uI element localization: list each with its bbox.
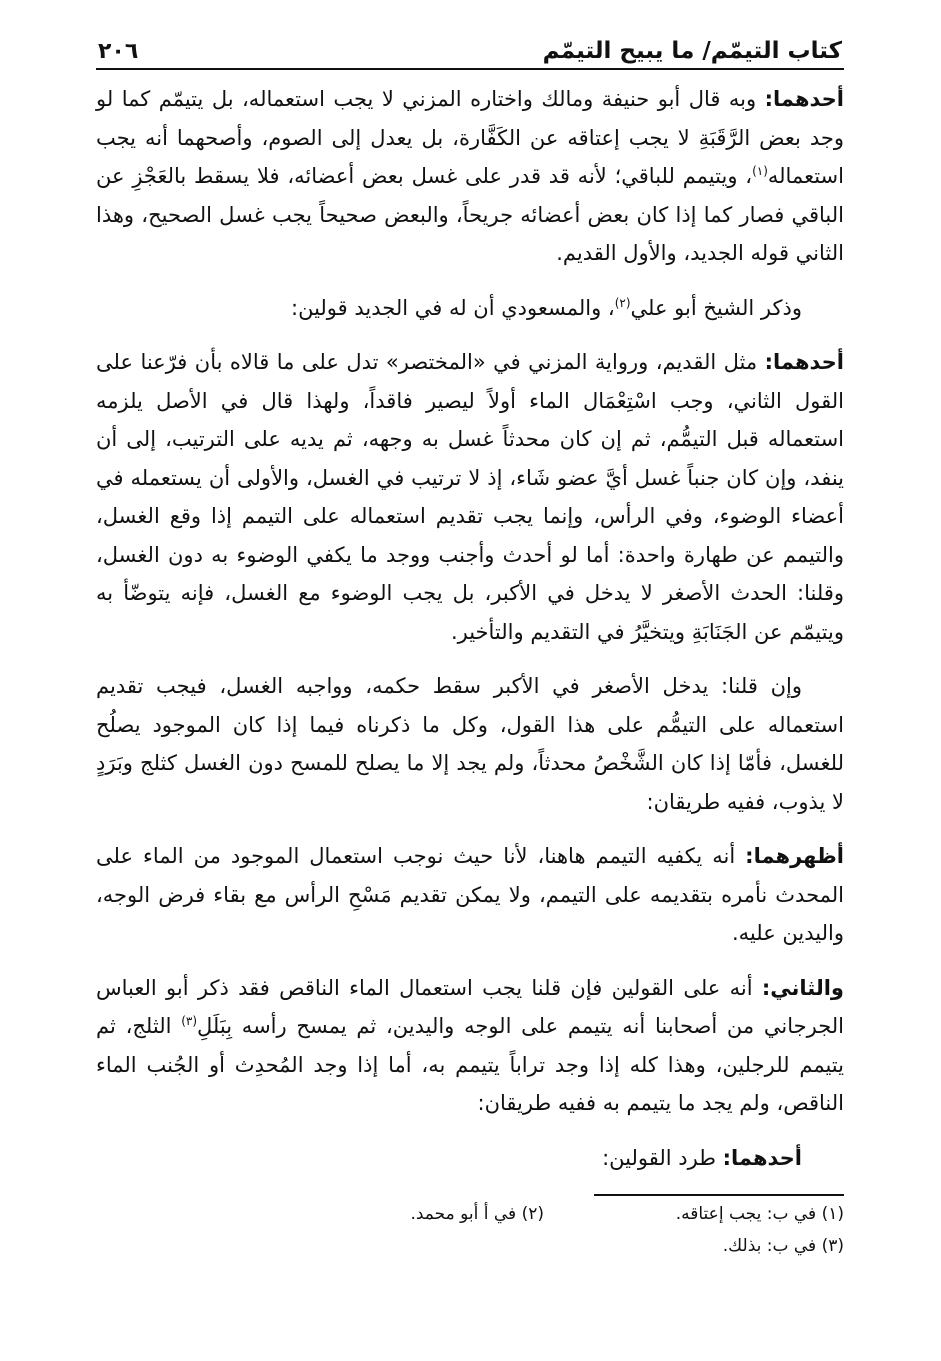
footnotes xyxy=(96,1194,844,1260)
paragraph-5 xyxy=(96,837,844,953)
footnote-3: (٣) في ب: بذلك. xyxy=(722,1236,844,1256)
paragraph-1 xyxy=(96,80,844,273)
footnote-2: (٢) في أ أبو محمد. xyxy=(410,1204,544,1224)
running-header xyxy=(96,28,844,70)
paragraph-text: ، ويتيمم للباقي؛ لأنه قد قدر على غسل بعض أعضائه، فلا يسقط بالعَجْزِ عن الباقي فصار كما إذا كان بعض أعضائه جريحاً، والبعض صحيحاً يجب غسل الصحيح، وهذا الثاني قوله الجديد، والأول القديم. xyxy=(96,164,844,265)
page xyxy=(96,28,844,1193)
paragraph-6 xyxy=(96,969,844,1123)
header-title: كتاب التيمّم/ ما يبيح التيمّم xyxy=(542,38,842,64)
footnote-row xyxy=(96,1200,844,1228)
footnote-marker: (١) xyxy=(752,164,768,178)
paragraph-7 xyxy=(96,1139,844,1178)
paragraph-text: الثلج، ثم يتيمم للرجلين، وهذا كله إذا وجد تراباً يتيمم به، أما إذا وجد المُحدِث أو الجُنب الماء الناقص، ولم يجد ما يتيمم به ففيه طريقان: xyxy=(96,1014,844,1115)
paragraph-text: أنه على القولين فإن قلنا يجب استعمال الماء الناقص فقد ذكر أبو العباس الجرجاني من أصحابنا أنه يتيمم على الوجه واليدين، ثم يمسح رأسه بِبَلَلِ xyxy=(96,975,845,1038)
body-text xyxy=(96,80,844,1177)
footnote-row xyxy=(96,1232,844,1260)
footnote-divider xyxy=(594,1194,844,1196)
footnote-1: (١) في ب: يجب إعتاقه. xyxy=(675,1204,844,1224)
paragraph-4 xyxy=(96,667,844,821)
paragraph-text: مثل القديم، ورواية المزني في «المختصر» تدل على ما قالاه بأن فرّعنا على القول الثاني، وجب اسْتِعْمَال الماء أولاً ليصير فاقداً، ولهذا قال في الأصل يلزمه استعماله قبل التيمُّم، ثم إن كان محدثاً غسل به وجهه، ثم يديه على الترتيب، إلى أن ينفد، وإن كان جنباً غسل أيَّ عضو شَاء، إذ لا ترتيب في الغسل، والأولى أن يستعمله في أعضاء الوضوء، وفي الرأس، وإنما يجب تقديم استعماله على التيمم إذا وقع الغسل، والتيمم عن طهارة واحدة: أما لو أحدث وأجنب ووجد ما يكفي الوضوء به دون الغسل، وقلنا: الحدث الأصغر لا يدخل في الأكبر، بل يجب الوضوء مع الغسل، فإنه يتوضّأ به ويتيمّم عن الجَنَابَةِ ويتخيَّرُ في التقديم والتأخير. xyxy=(96,350,844,644)
paragraph-2 xyxy=(96,289,844,328)
paragraph-text: أنه يكفيه التيمم هاهنا، لأنا حيث نوجب استعمال الموجود من الماء على المحدث نأمره بتقديمه على التيمم، ولا يمكن تقديم مَسْحِ الرأس مع بقاء فرض الوجه، واليدين عليه. xyxy=(96,844,844,945)
footnote-marker: (٣) xyxy=(181,1014,198,1028)
paragraph-lead: أحدهما: xyxy=(764,87,844,111)
paragraph-3 xyxy=(96,343,844,651)
footnote-marker: (٢) xyxy=(614,295,631,310)
paragraph-text: وذكر الشيخ أبو علي xyxy=(630,295,802,320)
paragraph-text: طرد القولين: xyxy=(602,1145,716,1170)
page-number: ٢٠٦ xyxy=(98,39,139,64)
paragraph-text: وإن قلنا: يدخل الأصغر في الأكبر سقط حكمه، وواجبه الغسل، فيجب تقديم استعماله على التيمُّم على هذا القول، وكل ما ذكرناه فيما إذا كان الموجود يصلُح للغسل، فأمّا إذا كان الشَّخْصُ محدثاً، ولم يجد إلا ما يصلح للمسح دون الغسل كثلج وبَرَدٍ لا يذوب، ففيه طريقان: xyxy=(96,674,844,814)
paragraph-lead: أحدهما: xyxy=(722,1145,802,1170)
paragraph-lead: أحدهما: xyxy=(764,350,844,374)
paragraph-text: ، والمسعودي أن له في الجديد قولين: xyxy=(291,295,615,320)
paragraph-text: وبه قال أبو حنيفة ومالك واختاره المزني لا يجب استعماله، بل يتيمّم كما لو وجد بعض الرَّقَبَةِ لا يجب إعتاقه عن الكَفَّارة، بل يعدل إلى الصوم، وأصحهما أنه يجب استعماله xyxy=(96,87,844,188)
paragraph-lead: والثاني: xyxy=(761,975,844,1000)
paragraph-lead: أظهرهما: xyxy=(745,844,844,868)
